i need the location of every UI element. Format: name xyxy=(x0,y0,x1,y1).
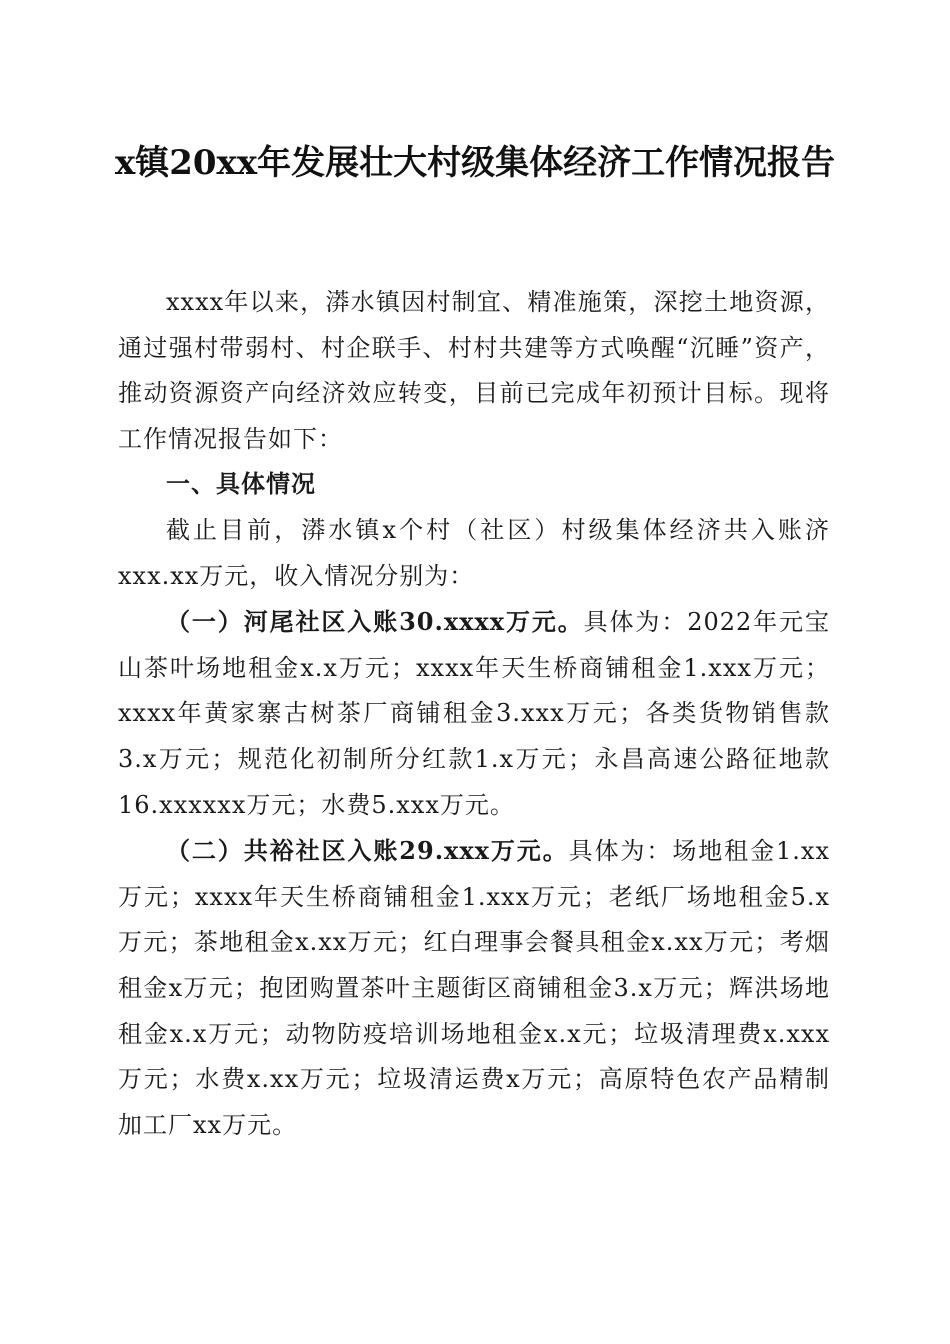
document-body xyxy=(118,280,830,1148)
item-paragraph-hewei xyxy=(118,599,830,828)
section-heading: 一、具体情况 xyxy=(166,470,316,499)
item-detail-gongyu: 具体为：场地租金1.xx万元；xxxx年天生桥商铺租金1.xxx万元；老纸厂场地租金5.x万元；茶地租金x.xx万元；红白理事会餐具租金x.xx万元；考烟租金x万元；抱团购置茶叶主题街区商铺租金3.x万元；辉洪场地租金x.x万元；动物防疫培训场地租金x.x元；垃圾清理费x.xxx万元；水费x.xx万元；垃圾清运费x万元；高原特色农产品精制加工厂xx万元。 xyxy=(118,837,830,1139)
item-paragraph-gongyu xyxy=(118,828,830,1148)
item-detail-hewei: 具体为：2022年元宝山茶叶场地租金x.x万元；xxxx年天生桥商铺租金1.xxx万元；xxxx年黄家寨古树茶厂商铺租金3.xxx万元；各类货物销售款3.x万元；规范化初制所分红款1.x万元；永昌高速公路征地款16.xxxxxx万元；水费5.xxx万元。 xyxy=(118,608,830,819)
item-lead-gongyu: （二）共裕社区入账29.xxx万元。 xyxy=(166,836,569,866)
item-lead-hewei: （一）河尾社区入账30.xxxx万元。 xyxy=(166,607,584,637)
intro-paragraph: xxxx年以来，漭水镇因村制宜、精准施策，深挖土地资源，通过强村带弱村、村企联手、村村共建等方式唤醒“沉睡”资产，推动资源资产向经济效应转变，目前已完成年初预计目标。现将工作情况报告如下： xyxy=(118,288,830,453)
summary-paragraph: 截止目前，漭水镇x个村（社区）村级集体经济共入账济xxx.xx万元，收入情况分别为： xyxy=(118,515,830,590)
document-title: x镇20xx年发展壮大村级集体经济工作情况报告 xyxy=(114,143,836,183)
